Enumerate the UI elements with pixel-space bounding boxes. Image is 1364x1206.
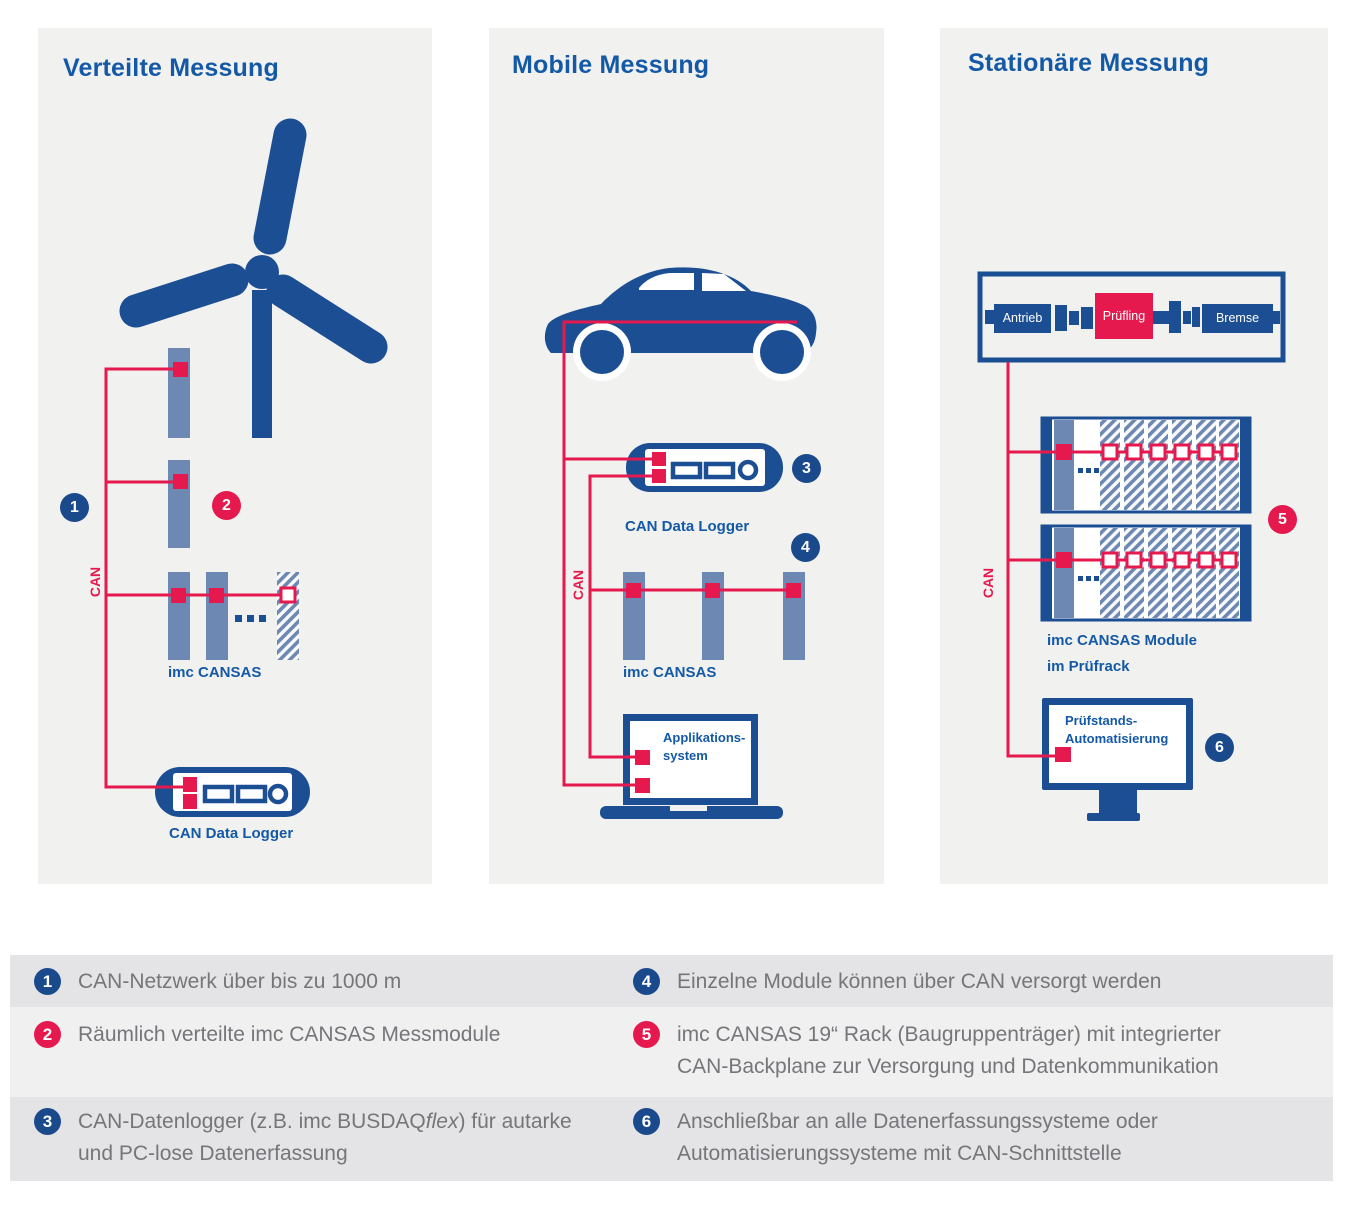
can-bus-label: CAN <box>87 566 103 598</box>
imc-cansas-label: imc CANSAS <box>168 664 262 681</box>
legend-text-6: Anschließbar an alle Datenerfassungssysteme oder Automatisierungssysteme mit CAN-Schnittstelle <box>677 1110 1158 1165</box>
panel-title-mobile: Mobile Messung <box>512 51 710 79</box>
legend-row-1 <box>10 955 1333 1007</box>
legend-item-3 <box>34 1106 572 1170</box>
legend-row-3 <box>10 1097 1333 1181</box>
can-bus-label: CAN <box>980 567 996 599</box>
panel-distributed <box>38 28 432 884</box>
bench-antrieb-label: Antrieb <box>1002 311 1043 325</box>
bench-bremse-label: Bremse <box>1215 311 1260 325</box>
legend-badge-5: 5 <box>633 1021 660 1048</box>
rack-2-icon <box>1042 526 1250 620</box>
legend-item-1 <box>34 966 401 998</box>
badge-4: 4 <box>791 533 820 562</box>
legend-item-4 <box>633 966 1161 998</box>
badge-5: 5 <box>1268 505 1297 534</box>
bench-pruefling-label: Prüfling <box>1102 309 1146 323</box>
legend-text-5: imc CANSAS 19“ Rack (Baugruppenträger) mit integrierter CAN-Backplane zur Versorgung und Datenkommunikation <box>677 1023 1221 1078</box>
legend-text-4: Einzelne Module können über CAN versorgt werden <box>677 970 1162 993</box>
can-data-logger-label: CAN Data Logger <box>625 518 750 535</box>
legend-badge-1: 1 <box>34 968 61 995</box>
ellipsis-dots <box>235 615 266 622</box>
panel-title-stationary: Stationäre Messung <box>968 49 1210 77</box>
legend-badge-6: 6 <box>633 1108 660 1135</box>
rack-label: imc CANSAS Module im Prüfrack <box>1047 632 1198 675</box>
badge-2: 2 <box>212 491 241 520</box>
application-system-label: Applikations- system <box>663 730 746 763</box>
legend-item-6 <box>633 1106 1158 1170</box>
legend-item-5 <box>633 1019 1221 1083</box>
rack-1-icon <box>1042 418 1250 512</box>
legend-badge-3: 3 <box>34 1108 61 1135</box>
imc-cansas-label: imc CANSAS <box>623 664 717 681</box>
car-icon <box>545 267 817 381</box>
legend-text-3: CAN-Datenlogger (z.B. imc BUSDAQflex) für autarke und PC-lose Datenerfassung <box>78 1110 572 1165</box>
test-automation-label: Prüfstands- Automatisierung <box>1065 713 1169 746</box>
panel-stationary <box>940 28 1328 884</box>
legend-row-2 <box>10 1007 1333 1097</box>
badge-1: 1 <box>60 493 89 522</box>
can-bus-label: CAN <box>570 569 586 601</box>
legend <box>10 955 1333 1181</box>
legend-item-2 <box>34 1019 500 1051</box>
can-data-logger-label: CAN Data Logger <box>169 825 294 842</box>
panel-title-distributed: Verteilte Messung <box>63 54 279 82</box>
stationary-diagram <box>940 28 1328 884</box>
legend-badge-2: 2 <box>34 1021 61 1048</box>
badge-6: 6 <box>1205 733 1234 762</box>
can-data-logger-icon <box>626 443 783 492</box>
can-data-logger-icon <box>155 767 310 817</box>
badge-3: 3 <box>792 454 821 483</box>
panel-mobile <box>489 28 884 884</box>
legend-text-1: CAN-Netzwerk über bis zu 1000 m <box>78 970 402 993</box>
legend-text-2: Räumlich verteilte imc CANSAS Messmodule <box>78 1023 501 1046</box>
distributed-diagram <box>38 28 432 884</box>
legend-badge-4: 4 <box>633 968 660 995</box>
